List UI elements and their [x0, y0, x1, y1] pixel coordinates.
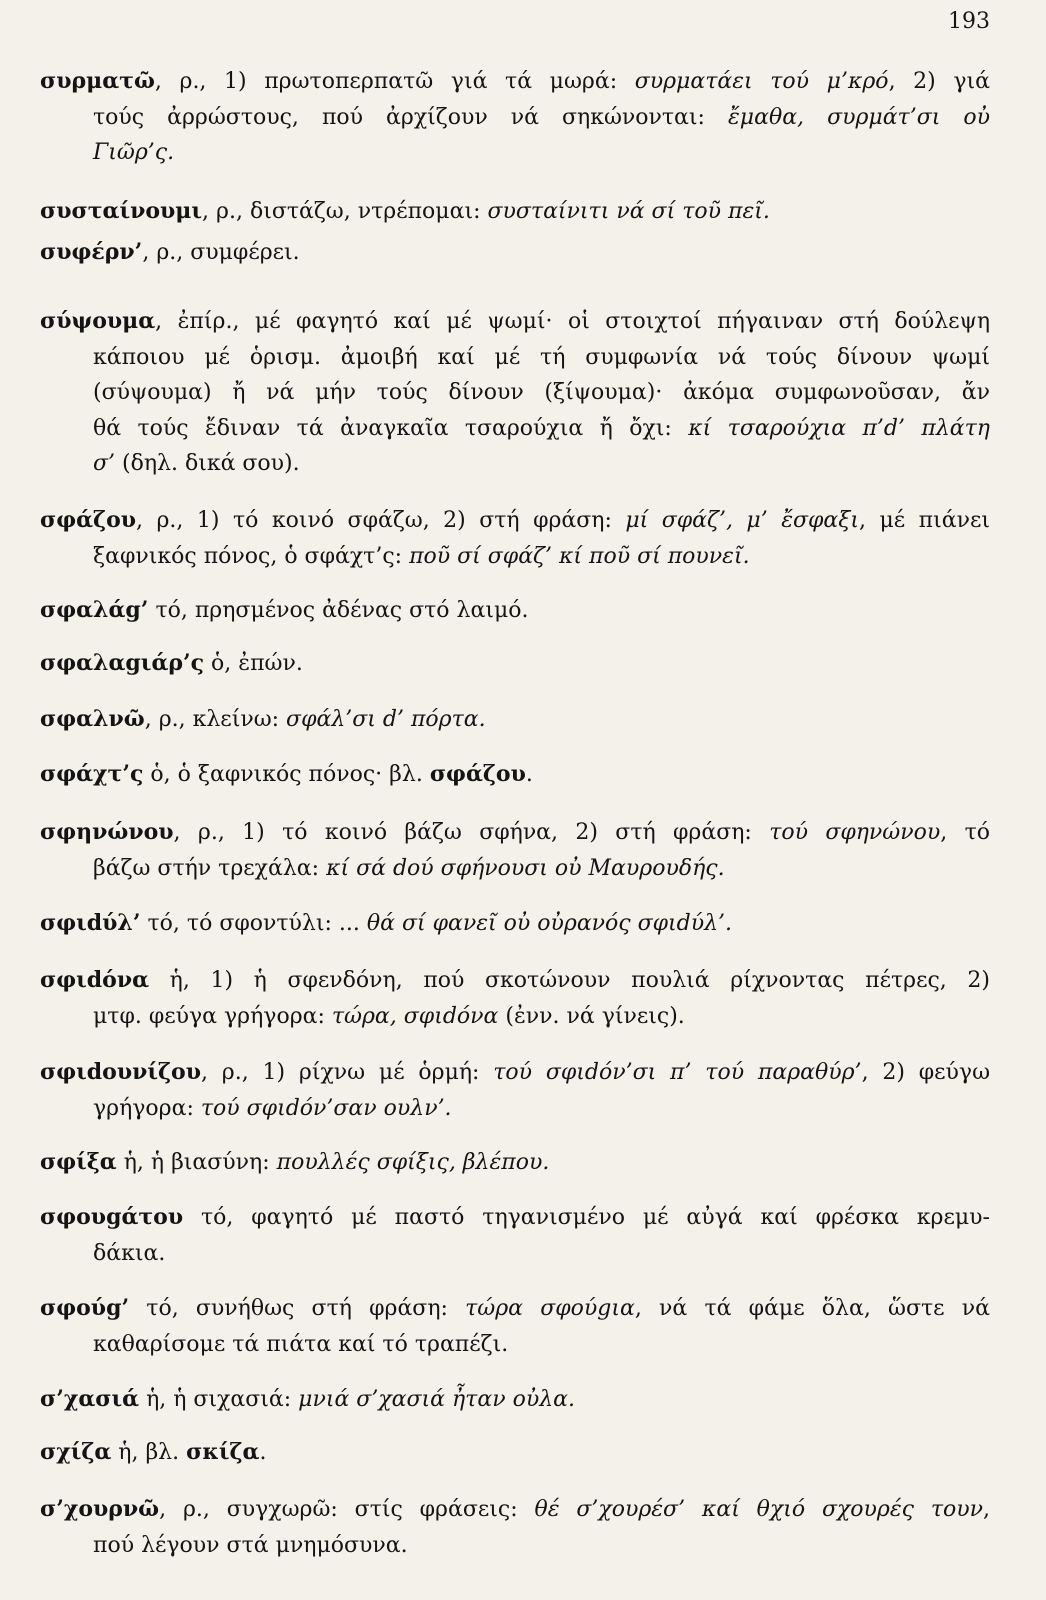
entry-line — [40, 963, 990, 999]
example-phrase: ἔμαθα, συρμάτ’σι οὐ — [727, 104, 990, 130]
dictionary-entry — [40, 815, 990, 886]
example-phrase: μνιά σ’χασιά ἦταν οὐλα. — [298, 1387, 575, 1412]
definition-text: ἡ, ἡ σιχασιά: — [139, 1387, 299, 1412]
definition-text: , νά τά φάμε ὅλα, ὥστε νά — [634, 1296, 990, 1321]
definition-text: ἡ, βλ. — [111, 1440, 187, 1465]
dictionary-entry — [40, 1145, 990, 1181]
definition-text: γρήγορα: — [93, 1095, 201, 1121]
dictionary-entry — [40, 1055, 990, 1126]
dictionary-entry — [40, 1382, 990, 1418]
entry-line — [40, 1055, 990, 1091]
definition-text: ὁ, ὁ ξαφνικός πόνος· βλ. — [143, 762, 430, 787]
definition-text: δάκια. — [93, 1240, 166, 1266]
definition-text: , ἐπίρ., μέ φαγητό καί μέ ψωμί· οἱ στοιχτοί πήγαιναν στή δούλεψη — [155, 309, 990, 334]
entry-line — [40, 1327, 990, 1363]
headword: συρματῶ — [40, 68, 155, 94]
definition-text: ξαφνικός πόνος, ὁ σφάχτ’ς: — [93, 543, 410, 569]
entry-line — [40, 1091, 990, 1127]
definition-text: ὁ, ἐπών. — [204, 651, 303, 676]
example-phrase: κί τσαρούχια π’d’ πλάτη — [688, 415, 990, 441]
example-phrase: σ’ — [93, 451, 116, 476]
example-phrase: κί σά dού σφήνουσι οὐ Μαυρουδής. — [326, 855, 725, 881]
headword: σκίζα — [186, 1439, 260, 1465]
entry-line — [40, 304, 990, 340]
example-phrase: σφάλ’σι d’ πόρτα. — [286, 707, 486, 732]
headword: σφιdουνίζου — [40, 1059, 201, 1085]
dictionary-entry — [40, 194, 990, 230]
example-phrase: τώρα, σφιdόνα — [331, 1003, 499, 1029]
headword: συσταίνουμι — [40, 198, 203, 224]
example-phrase: Γιῶρ’ς. — [93, 140, 175, 165]
definition-text: , — [983, 1497, 990, 1522]
entry-line — [40, 503, 990, 539]
headword: συφέρν’ — [40, 239, 143, 265]
definition-text: καθαρίσομε τά πιάτα καί τό τραπέζι. — [93, 1331, 509, 1357]
headword: σφουgάτου — [40, 1204, 184, 1230]
definition-text: τό, τό σφοντύλι: ... — [140, 911, 367, 936]
definition-text: , τό — [940, 820, 990, 845]
dictionary-entry — [40, 235, 990, 271]
dictionary-entry — [40, 906, 990, 942]
entry-line — [40, 1200, 990, 1236]
dictionary-entry — [40, 702, 990, 738]
entry-line — [40, 1236, 990, 1272]
example-phrase: μί σφάζ’, μ’ ἔσφαξι — [625, 508, 860, 533]
dictionary-entry — [40, 646, 990, 682]
entry-line — [40, 1528, 990, 1564]
headword: σφαλάg’ — [40, 597, 149, 623]
example-phrase: τού σφιdόν’σαν ουλν’. — [200, 1095, 452, 1121]
definition-text: ἡ, ἡ βιασύνη: — [116, 1150, 277, 1175]
definition-text: . — [259, 1440, 267, 1465]
dictionary-entry — [40, 1435, 990, 1471]
dictionary-entry — [40, 1291, 990, 1362]
headword: σφαλνῶ — [40, 706, 145, 732]
dictionary-entry — [40, 503, 990, 574]
headword: σφάζου — [429, 761, 526, 787]
example-phrase: θέ σ’χουρέσ’ καί θχιό σχουρές τουν — [534, 1497, 983, 1522]
entry-line — [40, 375, 990, 411]
definition-text: βάζω στήν τρεχάλα: — [93, 855, 327, 881]
headword: σ’χουρνῶ — [40, 1496, 160, 1522]
headword: σχίζα — [40, 1439, 112, 1465]
entry-line — [40, 1492, 990, 1528]
definition-text: , ρ., συγχωρῶ: στίς φράσεις: — [159, 1497, 535, 1522]
entry-line — [40, 757, 990, 793]
dictionary-entry — [40, 1200, 990, 1271]
definition-text: τούς ἀρρώστους, πού ἀρχίζουν νά σηκώνονται: — [93, 104, 728, 130]
definition-text: τό, πρησμένος ἀδένας στό λαιμό. — [148, 598, 529, 623]
definition-text: , ρ., 1) πρωτοπερπατῶ γιά τά μωρά: — [154, 69, 635, 94]
example-phrase: πουλλές σφίξις, βλέπου. — [276, 1150, 550, 1175]
definition-text: , ρ., διστάζω, ντρέπομαι: — [202, 199, 488, 224]
example-phrase: τώρα σφούgια — [465, 1296, 635, 1321]
definition-text: μτφ. φεύγα γρήγορα: — [93, 1003, 332, 1029]
dictionary-entry — [40, 963, 990, 1034]
entry-line — [40, 815, 990, 851]
entry-line — [40, 999, 990, 1035]
dictionary-entry — [40, 1492, 990, 1563]
example-phrase: θά σί φανεῖ οὐ οὐρανός σφιdύλ’. — [366, 911, 733, 936]
headword: σφούg’ — [40, 1295, 130, 1321]
definition-text: , ρ., 1) τό κοινό σφάζω, 2) στή φράση: — [136, 508, 626, 533]
entry-line — [40, 906, 990, 942]
headword: σφιdύλ’ — [40, 910, 141, 936]
entry-line — [40, 411, 990, 447]
headword: σφιdόνα — [40, 967, 150, 993]
headword: σ’χασιά — [40, 1386, 140, 1412]
entry-line — [40, 1435, 990, 1471]
dictionary-entry — [40, 64, 990, 171]
example-phrase: ποῦ σί σφάζ’ κί ποῦ σί πουνεῖ. — [409, 543, 750, 569]
entry-line — [40, 1291, 990, 1327]
definition-text: , ρ., 1) τό κοινό βάζω σφήνα, 2) στή φράση: — [173, 820, 770, 845]
definition-text: τό, συνήθως στή φράση: — [129, 1296, 466, 1321]
entry-line — [40, 340, 990, 376]
entry-line — [40, 851, 990, 887]
headword: σφηνώνου — [40, 819, 174, 845]
definition-text: πού λέγουν στά μνημόσυνα. — [93, 1532, 408, 1558]
example-phrase: τού σφηνώνου — [769, 820, 941, 845]
headword: σφάχτ’ς — [40, 761, 144, 787]
entry-line — [40, 235, 990, 271]
headword: σφάζου — [40, 507, 137, 533]
definition-text: τό, φαγητό μέ παστό τηγανισμένο μέ αὐγά καί φρέσκα κρεμυ- — [183, 1205, 990, 1230]
headword: σφαλαgιάρ’ς — [40, 650, 205, 676]
definition-text: , 2) γιά — [888, 69, 990, 94]
definition-text: κάποιου μέ ὁρισμ. ἀμοιβή καί μέ τή συμφωνία νά τούς δίνουν ψωμί — [93, 344, 990, 370]
page-number: 193 — [948, 9, 990, 34]
definition-text: , ρ., κλείνω: — [144, 707, 287, 732]
example-phrase: συσταίνιτι νά σί τοῦ πεῖ. — [487, 199, 770, 224]
headword: σφίξα — [40, 1149, 117, 1175]
entry-line — [40, 1382, 990, 1418]
definition-text: , 2) φεύγω — [861, 1060, 991, 1085]
definition-text: (σύψουμα) ἤ νά μήν τούς δίνουν (ξίψουμα)· ἀκόμα συμφωνοῦσαν, ἄν — [93, 380, 990, 405]
definition-text: . — [525, 762, 533, 787]
entry-line — [40, 702, 990, 738]
dictionary-entry — [40, 593, 990, 629]
entry-line — [40, 593, 990, 629]
entry-line — [40, 539, 990, 575]
dictionary-entry — [40, 304, 990, 482]
entry-line — [40, 64, 990, 100]
example-phrase: συρματάει τού μ’κρό — [634, 69, 889, 94]
definition-text: θά τούς ἔδιναν τά ἀναγκαῖα τσαρούχια ἤ ὄχι: — [93, 415, 689, 441]
definition-text: , ρ., συμφέρει. — [142, 240, 300, 265]
definition-text: ἡ, 1) ἡ σφενδόνη, πού σκοτώνουν πουλιά ρίχνοντας πέτρες, 2) — [149, 968, 990, 993]
headword: σύψουμα — [40, 308, 156, 334]
dictionary-entry — [40, 757, 990, 793]
definition-text: (ἐνν. νά γίνεις). — [498, 1003, 685, 1029]
entry-line — [40, 646, 990, 682]
entry-line — [40, 135, 990, 171]
definition-text: , ρ., 1) ρίχνω μέ ὁρμή: — [200, 1060, 494, 1085]
example-phrase: τού σφιdόν’σι π’ τού παραθύρ’ — [493, 1060, 862, 1085]
entry-line — [40, 100, 990, 136]
definition-text: (δηλ. δικά σου). — [115, 451, 300, 476]
entry-line — [40, 1145, 990, 1181]
entry-line — [40, 446, 990, 482]
definition-text: , μέ πιάνει — [859, 508, 991, 533]
entry-line — [40, 194, 990, 230]
